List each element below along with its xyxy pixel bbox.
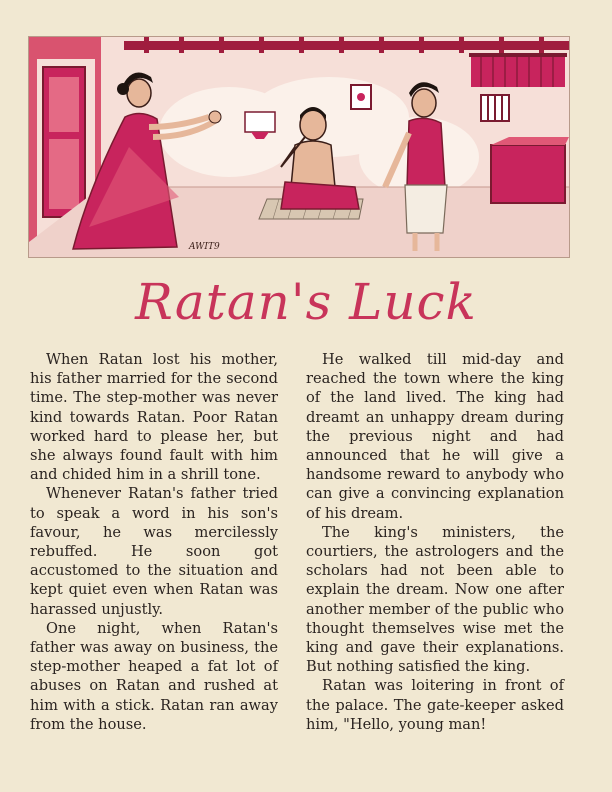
left-column: [30, 350, 278, 734]
paragraph: Whenever Ratan's father tried to speak a word in his son's favour, he was mercilessly rebuffed. He soon got accustomed to the situation and kept quiet even when Ratan was harassed unjustly.: [30, 485, 278, 618]
paragraph: The king's ministers, the courtiers, the astrologers and the scholars had not been able to explain the dream. Now one after another member of the public who thought themselves wise met the king and gave their explanations. But nothing satisfied the king.: [306, 523, 564, 676]
story-illustration: [28, 36, 570, 258]
artist-signature: AWIT9: [189, 242, 220, 252]
paragraph: He walked till mid-day and reached the town where the king of the land lived. The king had dreamt an unhappy dream during the previous night and had announced that he will give a handsome reward to anybody who can give a convincing explanation of his dream.: [306, 351, 564, 522]
paragraph: When Ratan lost his mother, his father married for the second time. The step-mother was never kind towards Ratan. Poor Ratan worked hard to please her, but she always found fault with him and chided him in a shrill tone.: [30, 351, 278, 484]
paragraph: One night, when Ratan's father was away on business, the step-mother heaped a fat lot of abuses on Ratan and rushed at him with a stick. Ratan ran away from the house.: [30, 619, 278, 733]
paragraph: Ratan was loitering in front of the palace. The gate-keeper asked him, "Hello, young man!: [306, 677, 564, 733]
right-column: [306, 350, 564, 734]
story-title: Ratan's Luck: [135, 273, 477, 331]
